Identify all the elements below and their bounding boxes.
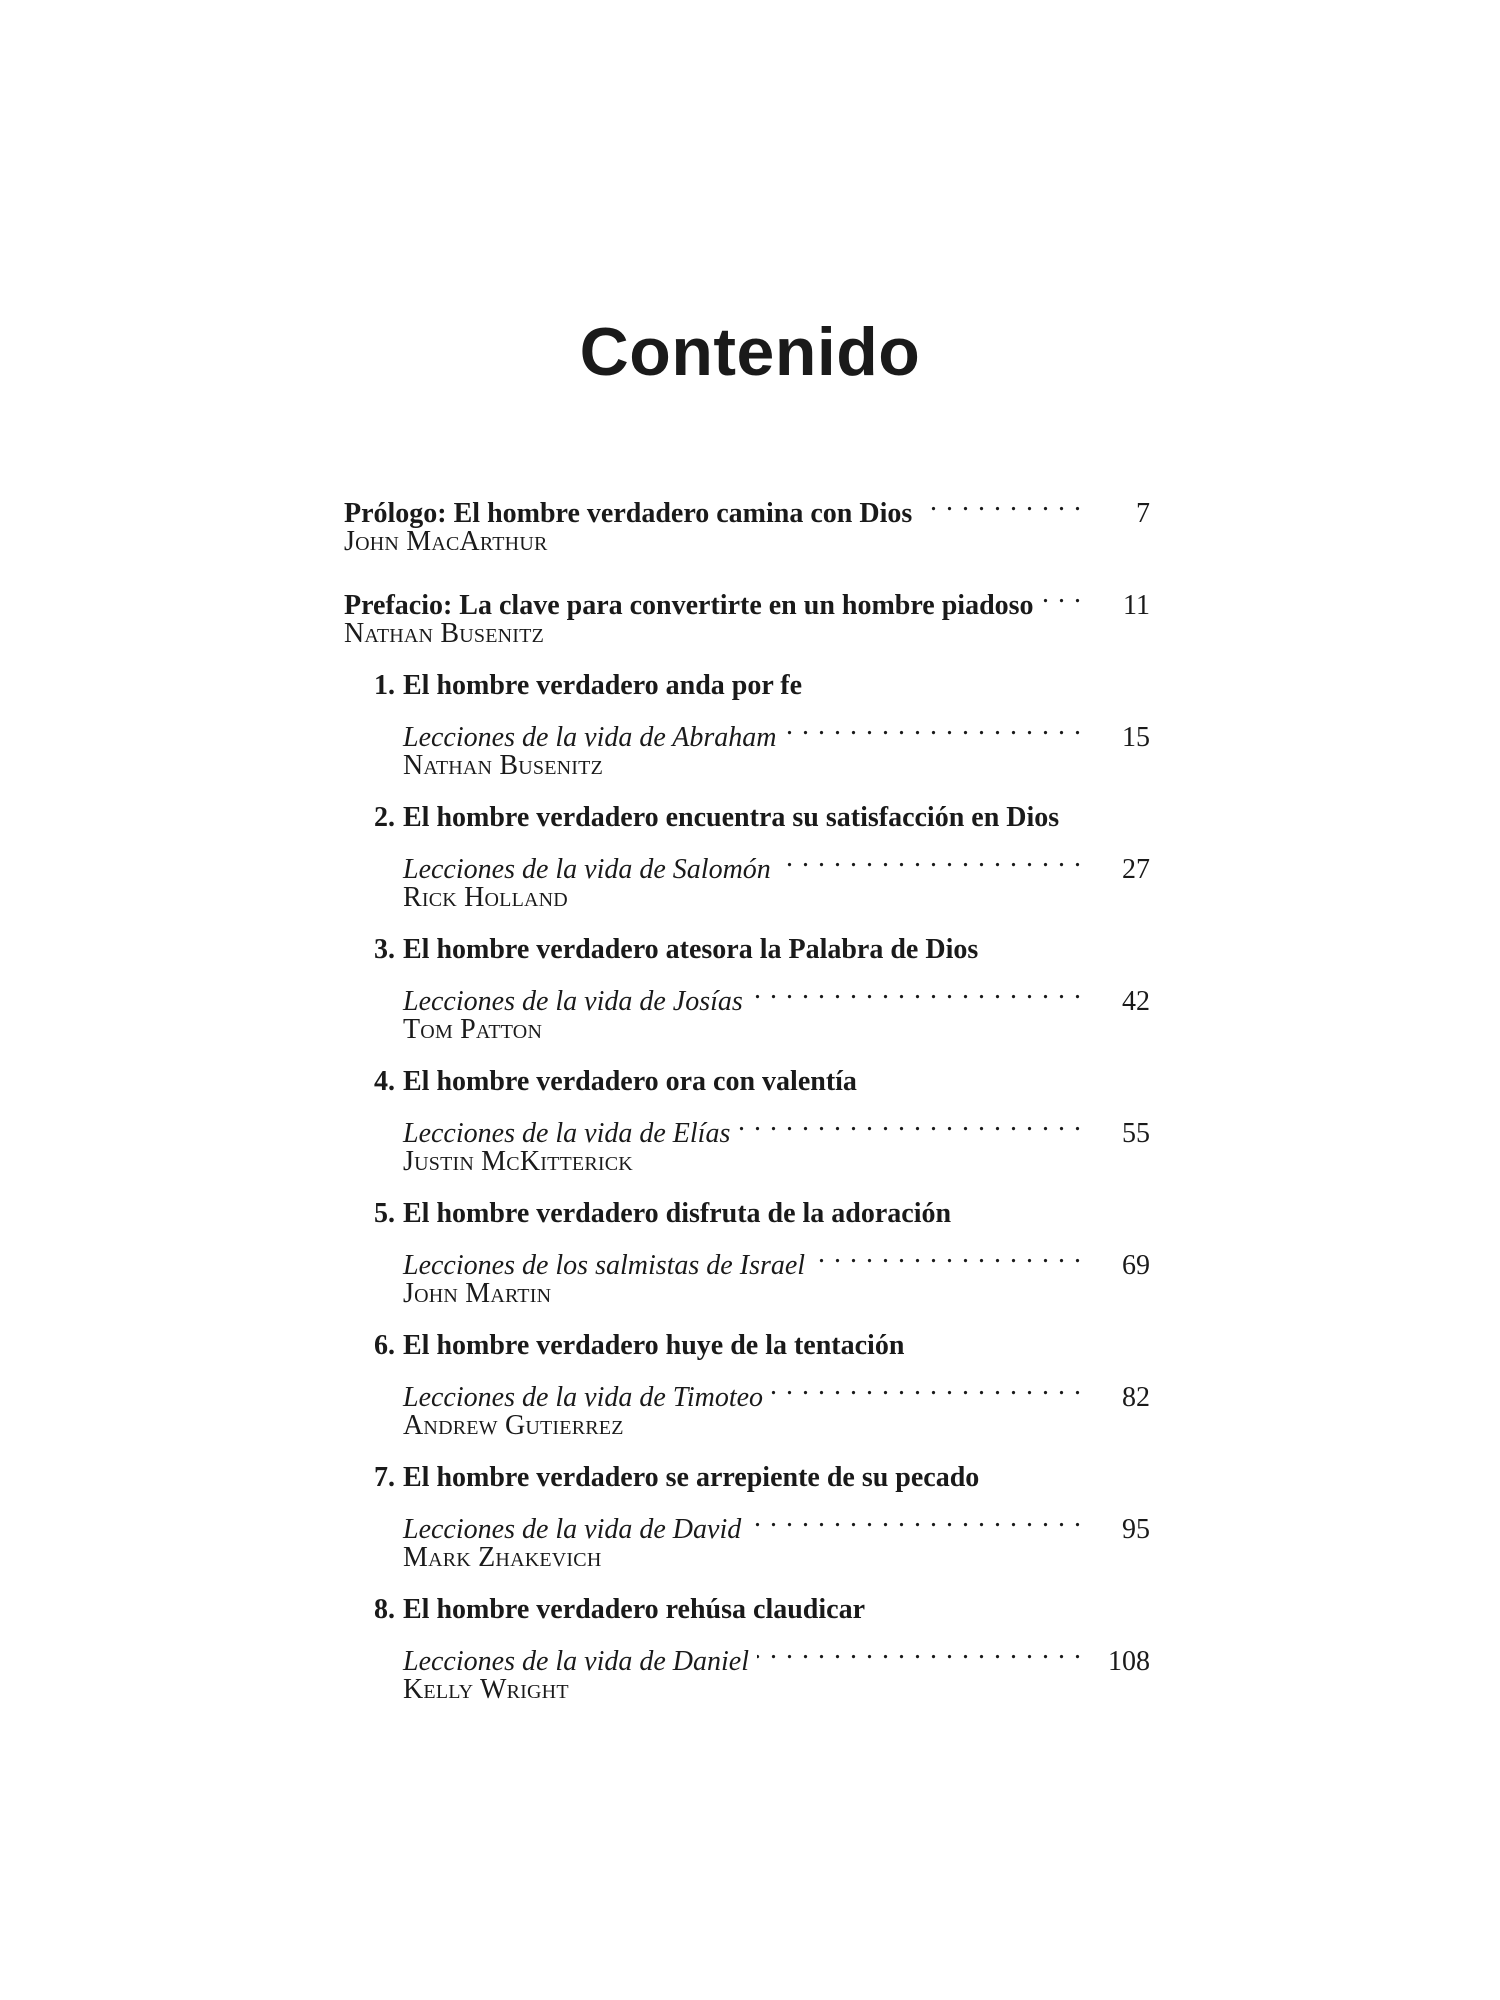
entry-author: John MacArthur [344,526,548,557]
chapter-subtitle: Lecciones de la vida de Daniel [403,1646,750,1677]
chapter-number: 8. [374,1594,395,1625]
table-of-contents [344,482,1150,1722]
dot-leader [771,1366,1082,1406]
toc-chapter-4[interactable] [344,1062,1150,1182]
chapter-title: El hombre verdadero se arrepiente de su pecado [403,1462,980,1493]
toc-entry-prefacio[interactable] [344,574,1150,654]
page-number: 15 [1122,722,1150,753]
page-number: 42 [1122,986,1150,1017]
toc-chapter-7[interactable] [344,1458,1150,1578]
toc-chapter-6[interactable] [344,1326,1150,1446]
toc-chapter-1[interactable] [344,666,1150,786]
chapter-number: 6. [374,1330,395,1361]
page-number: 69 [1122,1250,1150,1281]
chapter-title: El hombre verdadero rehúsa claudicar [403,1594,865,1625]
dot-leader [813,1234,1082,1274]
chapter-title: El hombre verdadero anda por fe [403,670,803,701]
page-number: 55 [1122,1118,1150,1149]
toc-chapter-5[interactable] [344,1194,1150,1314]
dot-leader [920,482,1082,522]
page-number: 11 [1123,590,1150,621]
entry-author: Nathan Busenitz [344,618,544,649]
chapter-title: El hombre verdadero huye de la tentación [403,1330,905,1361]
toc-chapter-8[interactable] [344,1590,1150,1710]
toc-chapter-2[interactable] [344,798,1150,918]
chapter-number: 4. [374,1066,395,1097]
chapter-title: El hombre verdadero atesora la Palabra de Dios [403,934,979,965]
dot-leader [785,706,1082,746]
chapter-subtitle: Lecciones de la vida de Abraham [403,722,777,753]
chapter-subtitle: Lecciones de la vida de Timoteo [403,1382,764,1413]
dot-leader [749,1498,1082,1538]
page-number: 7 [1136,498,1150,529]
chapter-author: John Martin [403,1278,552,1309]
chapter-subtitle: Lecciones de la vida de Salomón [403,854,771,885]
page-title: Contenido [579,314,921,390]
chapter-subtitle: Lecciones de la vida de David [403,1514,742,1545]
chapter-number: 5. [374,1198,395,1229]
toc-chapter-3[interactable] [344,930,1150,1050]
chapter-title: El hombre verdadero ora con valentía [403,1066,857,1097]
page-number: 82 [1122,1382,1150,1413]
chapter-subtitle: Lecciones de la vida de Elías [403,1118,731,1149]
toc-entry-prologo[interactable] [344,482,1150,562]
chapter-number: 7. [374,1462,395,1493]
page-number: 95 [1122,1514,1150,1545]
dot-leader [738,1102,1082,1142]
chapter-author: Rick Holland [403,882,568,913]
chapter-author: Tom Patton [403,1014,543,1045]
chapter-author: Mark Zhakevich [403,1542,602,1573]
dot-leader [1042,574,1082,614]
chapter-subtitle: Lecciones de la vida de Josías [403,986,743,1017]
chapter-number: 2. [374,802,395,833]
page-number: 27 [1122,854,1150,885]
dot-leader [751,970,1082,1010]
chapter-title: El hombre verdadero encuentra su satisfacción en Dios [403,802,1060,833]
dot-leader [757,1630,1082,1670]
page-number: 108 [1108,1646,1150,1677]
entry-title: Prefacio: La clave para convertirte en un hombre piadoso [344,590,1034,621]
chapter-author: Kelly Wright [403,1674,569,1705]
chapter-title: El hombre verdadero disfruta de la adoración [403,1198,952,1229]
dot-leader [779,838,1082,878]
chapter-number: 1. [374,670,395,701]
chapter-subtitle: Lecciones de los salmistas de Israel [403,1250,806,1281]
chapter-author: Justin McKitterick [403,1146,633,1177]
chapter-author: Andrew Gutierrez [403,1410,624,1441]
entry-title: Prólogo: El hombre verdadero camina con Dios [344,498,913,529]
chapter-author: Nathan Busenitz [403,750,603,781]
chapter-number: 3. [374,934,395,965]
